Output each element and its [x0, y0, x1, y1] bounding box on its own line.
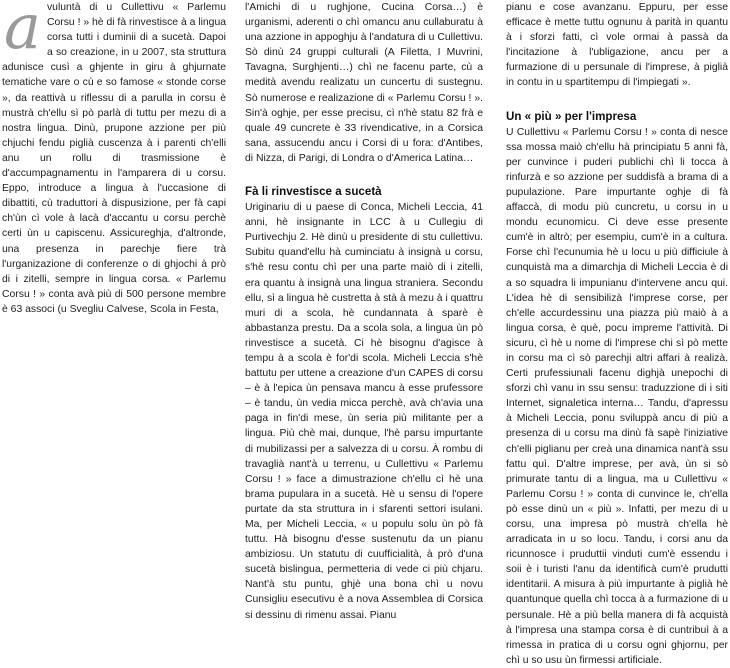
drop-cap: a — [4, 0, 41, 63]
paragraph: l'Amichi di u rughjone, Cucina Corsa…) è urganismi, aderenti o chì omancu anu cullaburatu à una azzione in appoghju à l'andatura di u Cullettivu. Sò dinù 24 gruppi culturali (A Filetta, I Muvrini, Tavagna, Surghjenti…) chì ne facenu parte, cù a medità avendu realizatu un cuncertu di sustegnu. Sò numerose e realizazione di « Parlemu Corsu ! ». Sin'à oghje, per esse precisu, cì n'hè statu 82 frà e quale 49 cuncrete è 33 rivendicative, in a Corsica sana, assucendu ancu i Corsi di u fora: d'Antibes, di Nizza, di Parigi, di Londra o d'America Latina… — [245, 2, 483, 164]
paragraph: vuluntà di u Cullettivu « Parlemu Corsu ! » hè di fà rinvestisce à a lingua corsa tutti i duminii di a sucetà. Dapoi a so creazione, in u 2007, sta struttura adunisce cusì a ghjente in giru à ghjurnate tematiche vare o cù e so famose « stonde corse », da reattivà u riflessu di a parulla in corsu è mustrà ch'ellu sì pò parlà di tuttu per mezu di a nostra lingua. Dinù, prupone azzione per più chjuchi fendu piglià cuscenza à i parenti ch'elli anu un rollu di trasmissione è d'accumpagnamentu in l'amparera di u corsu. Eppo, introduce a lingua à l'uccasione di dibattiti, cù traduttori à dispusizione, per fà capi ch'ùn cì vole à lacà d'accantu u corsu perchè certi ùn u capiscenu. Assicureghja, d'altronde, una presenza in parechje fiere trà l'urganizazione di conferenze o di ghjochi à prò di i zitelli, sempre in lingua corsa. « Parlemu Corsu ! » conta avà più di 500 persone membre è 63 associ (u Svegliu Calvese, Scola in Festa, — [2, 2, 227, 315]
paragraph: U Cullettivu « Parlemu Corsu ! » conta di nesce ssa mossa maiò ch'ellu hà principiatu 5 anni fà, per cunvince i puderi publichi chì li tocca à rinfurzà e so azzione per suddisfà a brama di a pupulazione. Pare impurtante oghje di fà affaccà, di modu più cuncretu, u corsu in u mondu ecunomicu. Ci deve esse presente cum'è in altrò; per esempiu, cum'è in a cultura. Forse chì l'ecunumia hè u locu u più difficiule à cunquistà ma a dimarchja di Micheli Leccia è di a so squadra li impunianu d'intervene ancu qui. L'idea hè di sensibilizà l'imprese corse, per ch'elle accurdessinu una piazza più maiò à a lingua corsa, è què, pocu impreme l'attività. Di sicuru, cì hè u nome di l'imprese chi sì pò mette in corsu ma cì sò parechji altri affari à realizà. Certi prufessiunali facenu dighjà unepochi di sforzi chì vanu in ssu sensu: traduzzione di i siti Internet, signaletica interna… Tandu, d'apressu à Micheli Leccia, ponu sviluppà ancu di più a presenza di u corsu ma dinù fà sapè l'iniziative ch'elli piglianu per creà una dinamica nant'à ssu fattu quì. D'altre imprese, per avà, ùn si sò primurate tantu di a lingua, ma u Cullettivu « Parlemu Corsu ! » conta di cunvince le, ch'ella pò esse dinù un « più ». Infatti, per mezu di u corsu, una impresa pò mustrà ch'ella hè arradicata in u so locu. Tandu, i corsi anu da ricunnosce i pruduttii vinduti cum'è essendu i soii è i turisti l'anu da identificà cum'è prudutti identitarii. A misura à più impurtante à piglià hè quantunque quella chì tocca à a furmazione di u persunale. Hè a più bella manera di fà acquistà à l'impresa una stampa corsa è di cuntribuì à a rimessa in pratica di u corsu ogni ghjornu, per chì u so usu ùn firmessi artificiale. — [506, 126, 728, 666]
paragraph: pianu e cose avanzanu. Eppuru, per esse efficace è mette tuttu ognunu à parità in quantu à i sforzi fatti, cì vole ormai à passà da l'incitazione à l'ubligazione, ancu per a furmazione di u persunale di l'imprese, à piglià in contu in u spartitempu di l'impiegati ». — [506, 2, 728, 89]
article-column-1 — [2, 0, 226, 632]
article-column-2 — [245, 0, 483, 632]
section-heading: Un « più » per l'impresa — [506, 109, 637, 123]
section-heading: Fà li rinvestisce a sucetà — [245, 185, 382, 199]
paragraph: Uriginariu di u paese di Conca, Micheli Leccia, 41 anni, hè insignante in LCC à u Cullegiu di Purtivechju 2. Hè dinù u presidente di stu cullettivu. Subitu quand'ellu hà cuminciatu à insignà u corsu, s'hè resu contu chì per una parte maiò di i zitelli, era quantu à insignà una lingua straniera. Secondu ellu, sì a lingua hè custretta à stà à mezu à i quattru muri di a scola, hè cundannata à sparè è abbastanza prestu. Da a scola sola, a lingua ùn pò rinvestisce a sucetà. Ci hè bisognu d'agisce à tempu à a scola è for'di scola. Micheli Leccia s'hè battutu per uttene a creazione d'un CAPES di corsu – è à l'epica ùn pensava mancu à esse prufessore – è tandu, ùn vedia micca perchè, avà ch'avia una paga in fin'di mese, ùn seria più militante per a lingua. Più chè mai, dunque, l'hè parsu impurtante di mubilizassi per a salvezza di u corsu. À rombu di travaglià nant'à u terrenu, u Cullettivu « Parlemu Corsu ! » face a dimustrazione ch'ellu cì hè una brama pupulara in a sucetà. Hè u sensu di l'opere purtate da sta struttura in i sfarenti settori isulani. Ma, per Micheli Leccia, « u populu solu ùn pò fà tuttu. Hà bisognu d'esse sustenutu da un pianu ambiziosu. Un statutu di cuufficialità, à prò d'una sucetà bislingua, permetteria di vede ci più chjaru. Nant'à stu puntu, ghjè una bona chì u novu Cunsigliu esecutivu è a nova Assemblea di Corsica si dessinu di rimenu assai. Pianu — [245, 202, 483, 621]
article-column-3 — [506, 0, 728, 666]
